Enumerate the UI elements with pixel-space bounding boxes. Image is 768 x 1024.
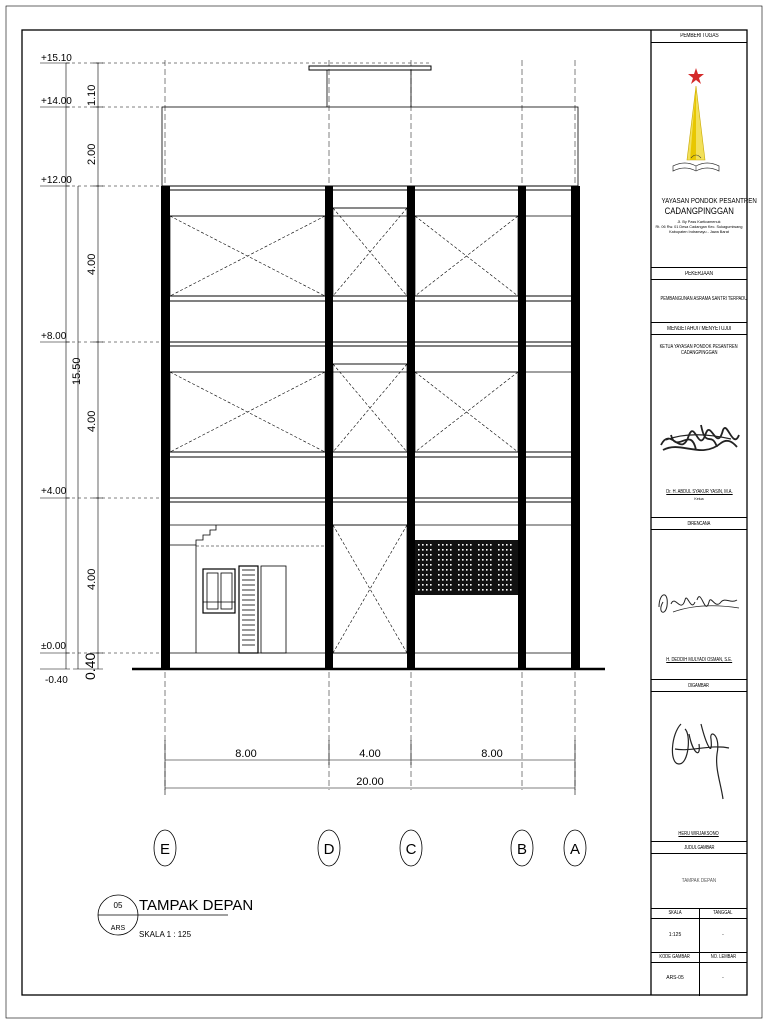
drawing-label	[98, 895, 253, 939]
dim-label: 4.00	[86, 410, 98, 432]
scale-date-labels	[651, 908, 747, 918]
drawn-header: DIGAMBAR	[688, 683, 710, 689]
elevation-label: +8.00	[41, 331, 67, 342]
foundation-logo	[651, 48, 747, 188]
ventilation-block	[415, 540, 518, 595]
dim-label: 1.10	[86, 84, 98, 106]
roof-structure	[162, 66, 578, 186]
vertical-dim-labels	[71, 85, 98, 680]
dim-label: 8.00	[481, 748, 503, 760]
approver-role: Ketua	[694, 497, 704, 501]
work-section	[651, 267, 747, 279]
elevation-label: +4.00	[41, 486, 67, 497]
extension-lines	[66, 63, 430, 653]
approval-section	[651, 322, 747, 334]
dim-label: 4.00	[359, 748, 381, 760]
planner-name: H. DEDDIH MULYADI OSMAN, S.E.	[666, 657, 732, 663]
ground-floor-details	[170, 525, 325, 653]
grid-axis-d: D	[323, 841, 335, 858]
columns	[161, 186, 580, 669]
planner-section	[651, 517, 747, 529]
approver-signature	[651, 405, 747, 475]
code-sheet-labels	[651, 952, 747, 962]
dim-label: 2.00	[86, 143, 98, 165]
drawing-title-section	[651, 841, 747, 853]
elevation-label: ±0.00	[41, 641, 66, 652]
elevation-label: -0.40	[45, 675, 68, 686]
grid-axis-c: C	[405, 841, 417, 858]
sheet-label: NO. LEMBAR	[710, 954, 736, 960]
dim-label: 4.00	[86, 568, 98, 590]
code-sheet-values	[651, 962, 747, 995]
sheet-value: -	[722, 975, 724, 981]
dim-label: 0.40	[82, 652, 98, 680]
approved-header: MENGETAHUI / MENYETUJUI	[666, 326, 732, 332]
drawing-title-header: JUDUL GAMBAR	[683, 845, 715, 851]
org-name-1: YAYASAN PONDOK PESANTREN	[661, 196, 757, 205]
org-name-2: CADANGPINGGAN	[664, 206, 734, 217]
dim-label: 8.00	[235, 748, 257, 760]
scale-label: SKALA	[668, 910, 682, 916]
grid-axis-a: A	[569, 841, 581, 858]
elevation-labels	[41, 53, 72, 686]
outer-border	[6, 6, 762, 1018]
drawing-title-value: TAMPAK DEPAN	[681, 878, 717, 884]
drawing-scale: SKALA 1 : 125	[139, 930, 192, 939]
inner-border	[22, 30, 747, 995]
code-label: KODE GAMBAR	[659, 954, 691, 960]
code-value: ARS-05	[666, 975, 684, 981]
drawing-title: TAMPAK DEPAN	[139, 897, 254, 914]
approver-name: Dr. H. ABDUL SYAKUR YASIN, M.A.	[665, 489, 733, 495]
dim-label: 15.50	[71, 357, 83, 385]
org-address-line: Jl. By Pass Karticamenuk	[677, 220, 721, 224]
org-address-line: Kabupaten Indramayu - Jawa Barat	[669, 230, 729, 234]
horizontal-dim-labels	[235, 748, 502, 788]
scale-value: 1:125	[668, 932, 682, 938]
drawn-signature-section	[651, 691, 747, 841]
approver-title-1: KETUA YAYASAN PONDOK PESANTREN	[659, 344, 739, 350]
drawing-number: 05	[113, 901, 123, 910]
grid-axis-lines	[165, 60, 575, 790]
approver-title-2: CADANGPINGGAN	[680, 350, 718, 356]
grid-axis-b: B	[516, 841, 528, 858]
sill-lines	[162, 208, 578, 525]
scale-date-values	[651, 918, 747, 952]
giver-header: PEMBERI TUGAS	[679, 33, 719, 39]
dim-label: 4.00	[86, 253, 98, 275]
elevation-label: +15.10	[41, 53, 72, 64]
date-label: TANGGAL	[713, 910, 733, 916]
planner-signature	[651, 572, 747, 632]
approver-section	[651, 334, 747, 517]
logo-section	[651, 42, 757, 267]
work-name-section	[651, 279, 747, 322]
work-header: PEKERJAAN	[685, 271, 713, 277]
drawn-name: HERU WIRJAKSONO	[678, 831, 720, 837]
planner-header: DIRENCANA	[687, 521, 711, 527]
grid-axis-labels	[160, 841, 580, 858]
work-name: PEMBANGUNAN ASRAMA SANTRI TERPADU	[660, 296, 748, 302]
org-address-line: Rt. 06 Rw. 01 Desa Cadangan Kec. Sukagumiwang	[655, 225, 743, 229]
grid-axis-e: E	[159, 841, 171, 858]
elevation-label: +12.00	[41, 175, 72, 186]
title-block	[651, 30, 757, 995]
elevation-label: +14.00	[41, 96, 72, 107]
giver-section	[651, 30, 747, 42]
elevation-markers	[40, 63, 70, 669]
floor-beams	[162, 186, 578, 502]
drawn-section	[651, 679, 747, 691]
dim-label: 20.00	[356, 776, 384, 788]
date-value: -	[722, 932, 724, 938]
drawing-code: ARS	[110, 925, 126, 932]
drawn-signature	[651, 704, 747, 824]
planner-signature-section	[651, 529, 747, 679]
drawing-title-value-section	[651, 853, 747, 908]
